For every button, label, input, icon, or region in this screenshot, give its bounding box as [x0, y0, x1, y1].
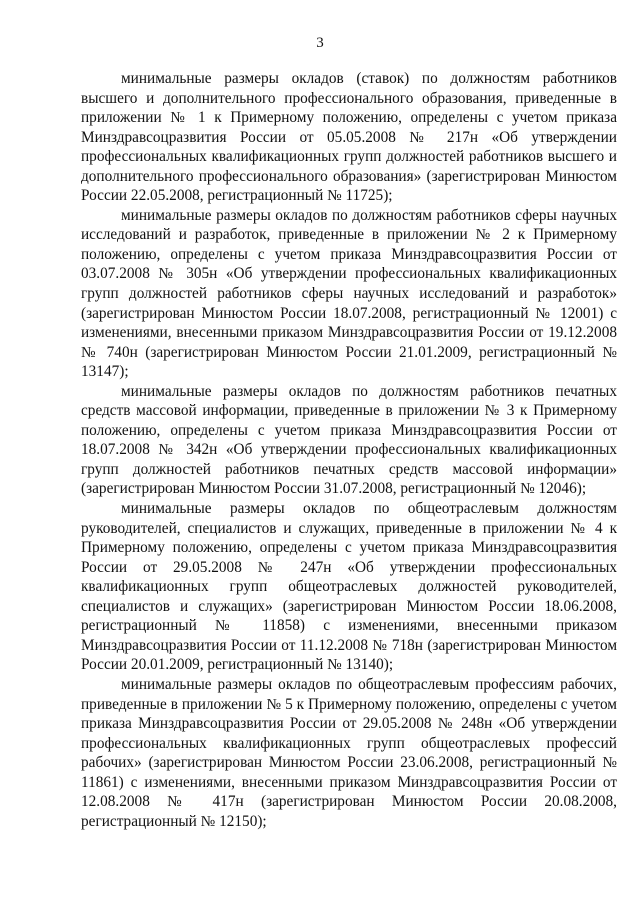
paragraph-appendix-5: минимальные размеры окладов по общеотраслевым профессиям рабочих, приведенные в приложении № 5 к Примерному положению, определены с учетом приказа Минздравсоцразвития России от 29.05.2008 № 248н «Об утверждении профессиональных квалификационных групп общеотраслевых профессий рабочих» (зарегистрирован Минюстом России 23.06.2008, регистрационный № 11861) с изменениями, внесенными приказом Минздравсоцразвития России от 12.08.2008 № 417н (зарегистрирован Минюстом России 20.08.2008, регистрационный № 12150); [81, 675, 617, 830]
document-body [81, 69, 617, 831]
paragraph-appendix-1: минимальные размеры окладов (ставок) по должностям работников высшего и дополнительного профессионального образования, приведенные в приложении № 1 к Примерному положению, определены с учетом приказа Минздравсоцразвития России от 05.05.2008 № 217н «Об утверждении профессиональных квалификационных групп должностей работников высшего и дополнительного профессионального образования» (зарегистрирован Минюстом России 22.05.2008, регистрационный № 11725); [81, 70, 617, 205]
paragraph-appendix-3: минимальные размеры окладов по должностям работников печатных средств массовой информации, приведенные в приложении № 3 к Примерному положению, определены с учетом приказа Минздравсоцразвития России от 18.07.2008 № 342н «Об утверждении профессиональных квалификационных групп должностей работников печатных средств массовой информации» (зарегистрирован Минюстом России 31.07.2008, регистрационный № 12046); [81, 382, 617, 498]
page-number: 3 [316, 35, 324, 51]
paragraph-appendix-4: минимальные размеры окладов по общеотраслевым должностям руководителей, специалистов и служащих, приведенные в приложении № 4 к Примерному положению, определены с учетом приказа Минздравсоцразвития России от 29.05.2008 № 247н «Об утверждении профессиональных квалификационных групп общеотраслевых должностей руководителей, специалистов и служащих» (зарегистрирован Минюстом России 18.06.2008, регистрационный № 11858) с изменениями, внесенными приказом Минздравсоцразвития России от 11.12.2008 № 718н (зарегистрирован Минюстом России 20.01.2009, регистрационный № 13140); [81, 500, 617, 674]
paragraph-appendix-2: минимальные размеры окладов по должностям работников сферы научных исследований и разработок, приведенные в приложении № 2 к Примерному положению, определены с учетом приказа Минздравсоцразвития России от 03.07.2008 № 305н «Об утверждении профессиональных квалификационных групп должностей работников сферы научных исследований и разработок» (зарегистрирован Минюстом России 18.07.2008, регистрационный № 12001) с изменениями, внесенными приказом Минздравсоцразвития России от 19.12.2008 № 740н (зарегистрирован Минюстом России 21.01.2009, регистрационный № 13147); [81, 206, 617, 381]
